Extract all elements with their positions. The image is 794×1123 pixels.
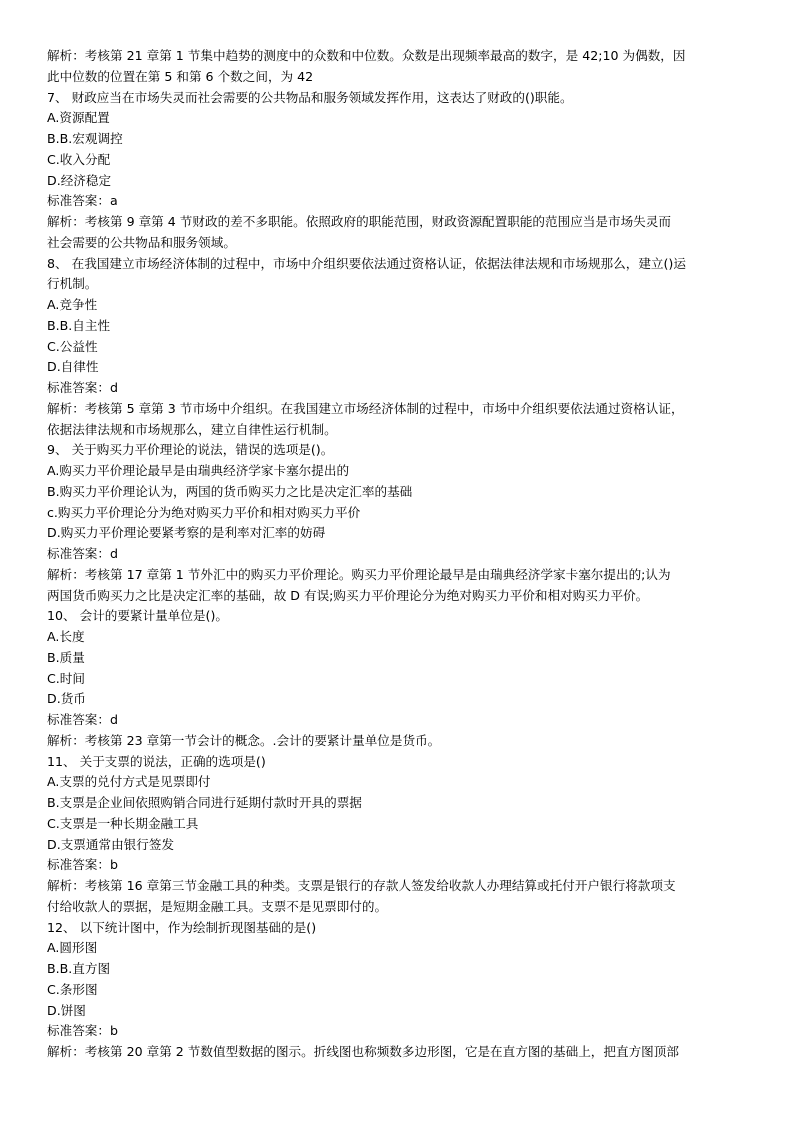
standard-answer: 标准答案：d xyxy=(47,380,118,395)
option-d: D.购买力平价理论要紧考察的是利率对汇率的妨碍 xyxy=(47,525,326,541)
question-stem: 8、 在我国建立市场经济体制的过程中，市场中介组织要依法通过资格认证，依据法律法规和市场规那么，建立()运 xyxy=(47,255,686,271)
analysis-text: 解析：考核第 5 章第 3 节市场中介组织。在我国建立市场经济体制的过程中，市场中介组织要依法通过资格认证， xyxy=(47,400,684,416)
option-c: C.公益性 xyxy=(47,338,98,354)
option-c: C.条形图 xyxy=(47,981,98,997)
question-stem: 7、 财政应当在市场失灵而社会需要的公共物品和服务领域发挥作用，这表达了财政的()职能。 xyxy=(47,89,573,105)
question-stem: 11、 关于支票的说法，正确的选项是() xyxy=(47,753,266,769)
option-c: c.购买力平价理论分为绝对购买力平价和相对购买力平价 xyxy=(47,504,361,520)
option-c: C.收入分配 xyxy=(47,151,111,167)
question-stem: 9、 关于购买力平价理论的说法，错误的选项是()。 xyxy=(47,442,334,458)
standard-answer: 标准答案：b xyxy=(47,1023,118,1039)
option-d: D.饼图 xyxy=(47,1002,86,1018)
option-d: D.支票通常由银行签发 xyxy=(47,836,175,852)
option-b: B.购买力平价理论认为，两国的货币购买力之比是决定汇率的基础 xyxy=(47,483,413,499)
option-a: A.长度 xyxy=(47,629,85,644)
document-page xyxy=(47,46,767,1063)
option-a: A.竞争性 xyxy=(47,297,98,312)
option-a: A.圆形图 xyxy=(47,940,98,956)
analysis-text: 依据法律法规和市场规那么，建立自律性运行机制。 xyxy=(47,421,337,437)
option-b: B.质量 xyxy=(47,649,85,665)
analysis-text: 解析：考核第 9 章第 4 节财政的差不多职能。依照政府的职能范围，财政资源配置职能的范围应当是市场失灵而 xyxy=(47,214,671,229)
question-stem: 行机制。 xyxy=(47,276,98,292)
option-b: B.B.宏观调控 xyxy=(47,131,123,146)
option-d: D.货币 xyxy=(47,691,86,707)
option-b: B.B.自主性 xyxy=(47,317,111,333)
analysis-text: 解析：考核第 23 章第一节会计的概念。.会计的要紧计量单位是货币。 xyxy=(47,732,441,748)
option-a: A.资源配置 xyxy=(47,110,110,126)
analysis-text: 解析：考核第 21 章第 1 节集中趋势的测度中的众数和中位数。众数是出现频率最高的数字，是 42;10 为偶数，因 xyxy=(47,48,686,63)
analysis-text: 两国货币购买力之比是决定汇率的基础，故 D 有误;购买力平价理论分为绝对购买力平价和相对购买力平价。 xyxy=(47,587,649,603)
analysis-text: 解析：考核第 17 章第 1 节外汇中的购买力平价理论。购买力平价理论最早是由瑞典经济学家卡塞尔提出的;认为 xyxy=(47,566,671,582)
option-d: D.经济稳定 xyxy=(47,172,112,188)
option-a: A.支票的兑付方式是见票即付 xyxy=(47,774,211,790)
option-c: C.时间 xyxy=(47,670,85,686)
option-b: B.B.直方图 xyxy=(47,961,111,976)
question-stem: 10、 会计的要紧计量单位是()。 xyxy=(47,608,228,624)
option-d: D.自律性 xyxy=(47,359,99,375)
option-a: A.购买力平价理论最早是由瑞典经济学家卡塞尔提出的 xyxy=(47,463,350,478)
question-stem: 12、 以下统计图中，作为绘制折现图基础的是() xyxy=(47,919,317,935)
standard-answer: 标准答案：a xyxy=(47,193,118,209)
option-c: C.支票是一种长期金融工具 xyxy=(47,815,199,831)
analysis-text: 社会需要的公共物品和服务领域。 xyxy=(47,234,236,250)
analysis-text: 解析：考核第 20 章第 2 节数值型数据的图示。折线图也称频数多边形图，它是在直方图的基础上，把直方图顶部 xyxy=(47,1044,679,1059)
standard-answer: 标准答案：d xyxy=(47,546,118,561)
analysis-text: 解析：考核第 16 章第三节金融工具的种类。支票是银行的存款人签发给收款人办理结算或托付开户银行将款项支 xyxy=(47,878,676,893)
option-b: B.支票是企业间依照购销合同进行延期付款时开具的票据 xyxy=(47,795,362,810)
analysis-text: 此中位数的位置在第 5 和第 6 个数之间，为 42 xyxy=(47,68,314,84)
standard-answer: 标准答案：d xyxy=(47,712,118,727)
standard-answer: 标准答案：b xyxy=(47,857,118,873)
analysis-text: 付给收款人的票据，是短期金融工具。支票不是见票即付的。 xyxy=(47,898,388,914)
